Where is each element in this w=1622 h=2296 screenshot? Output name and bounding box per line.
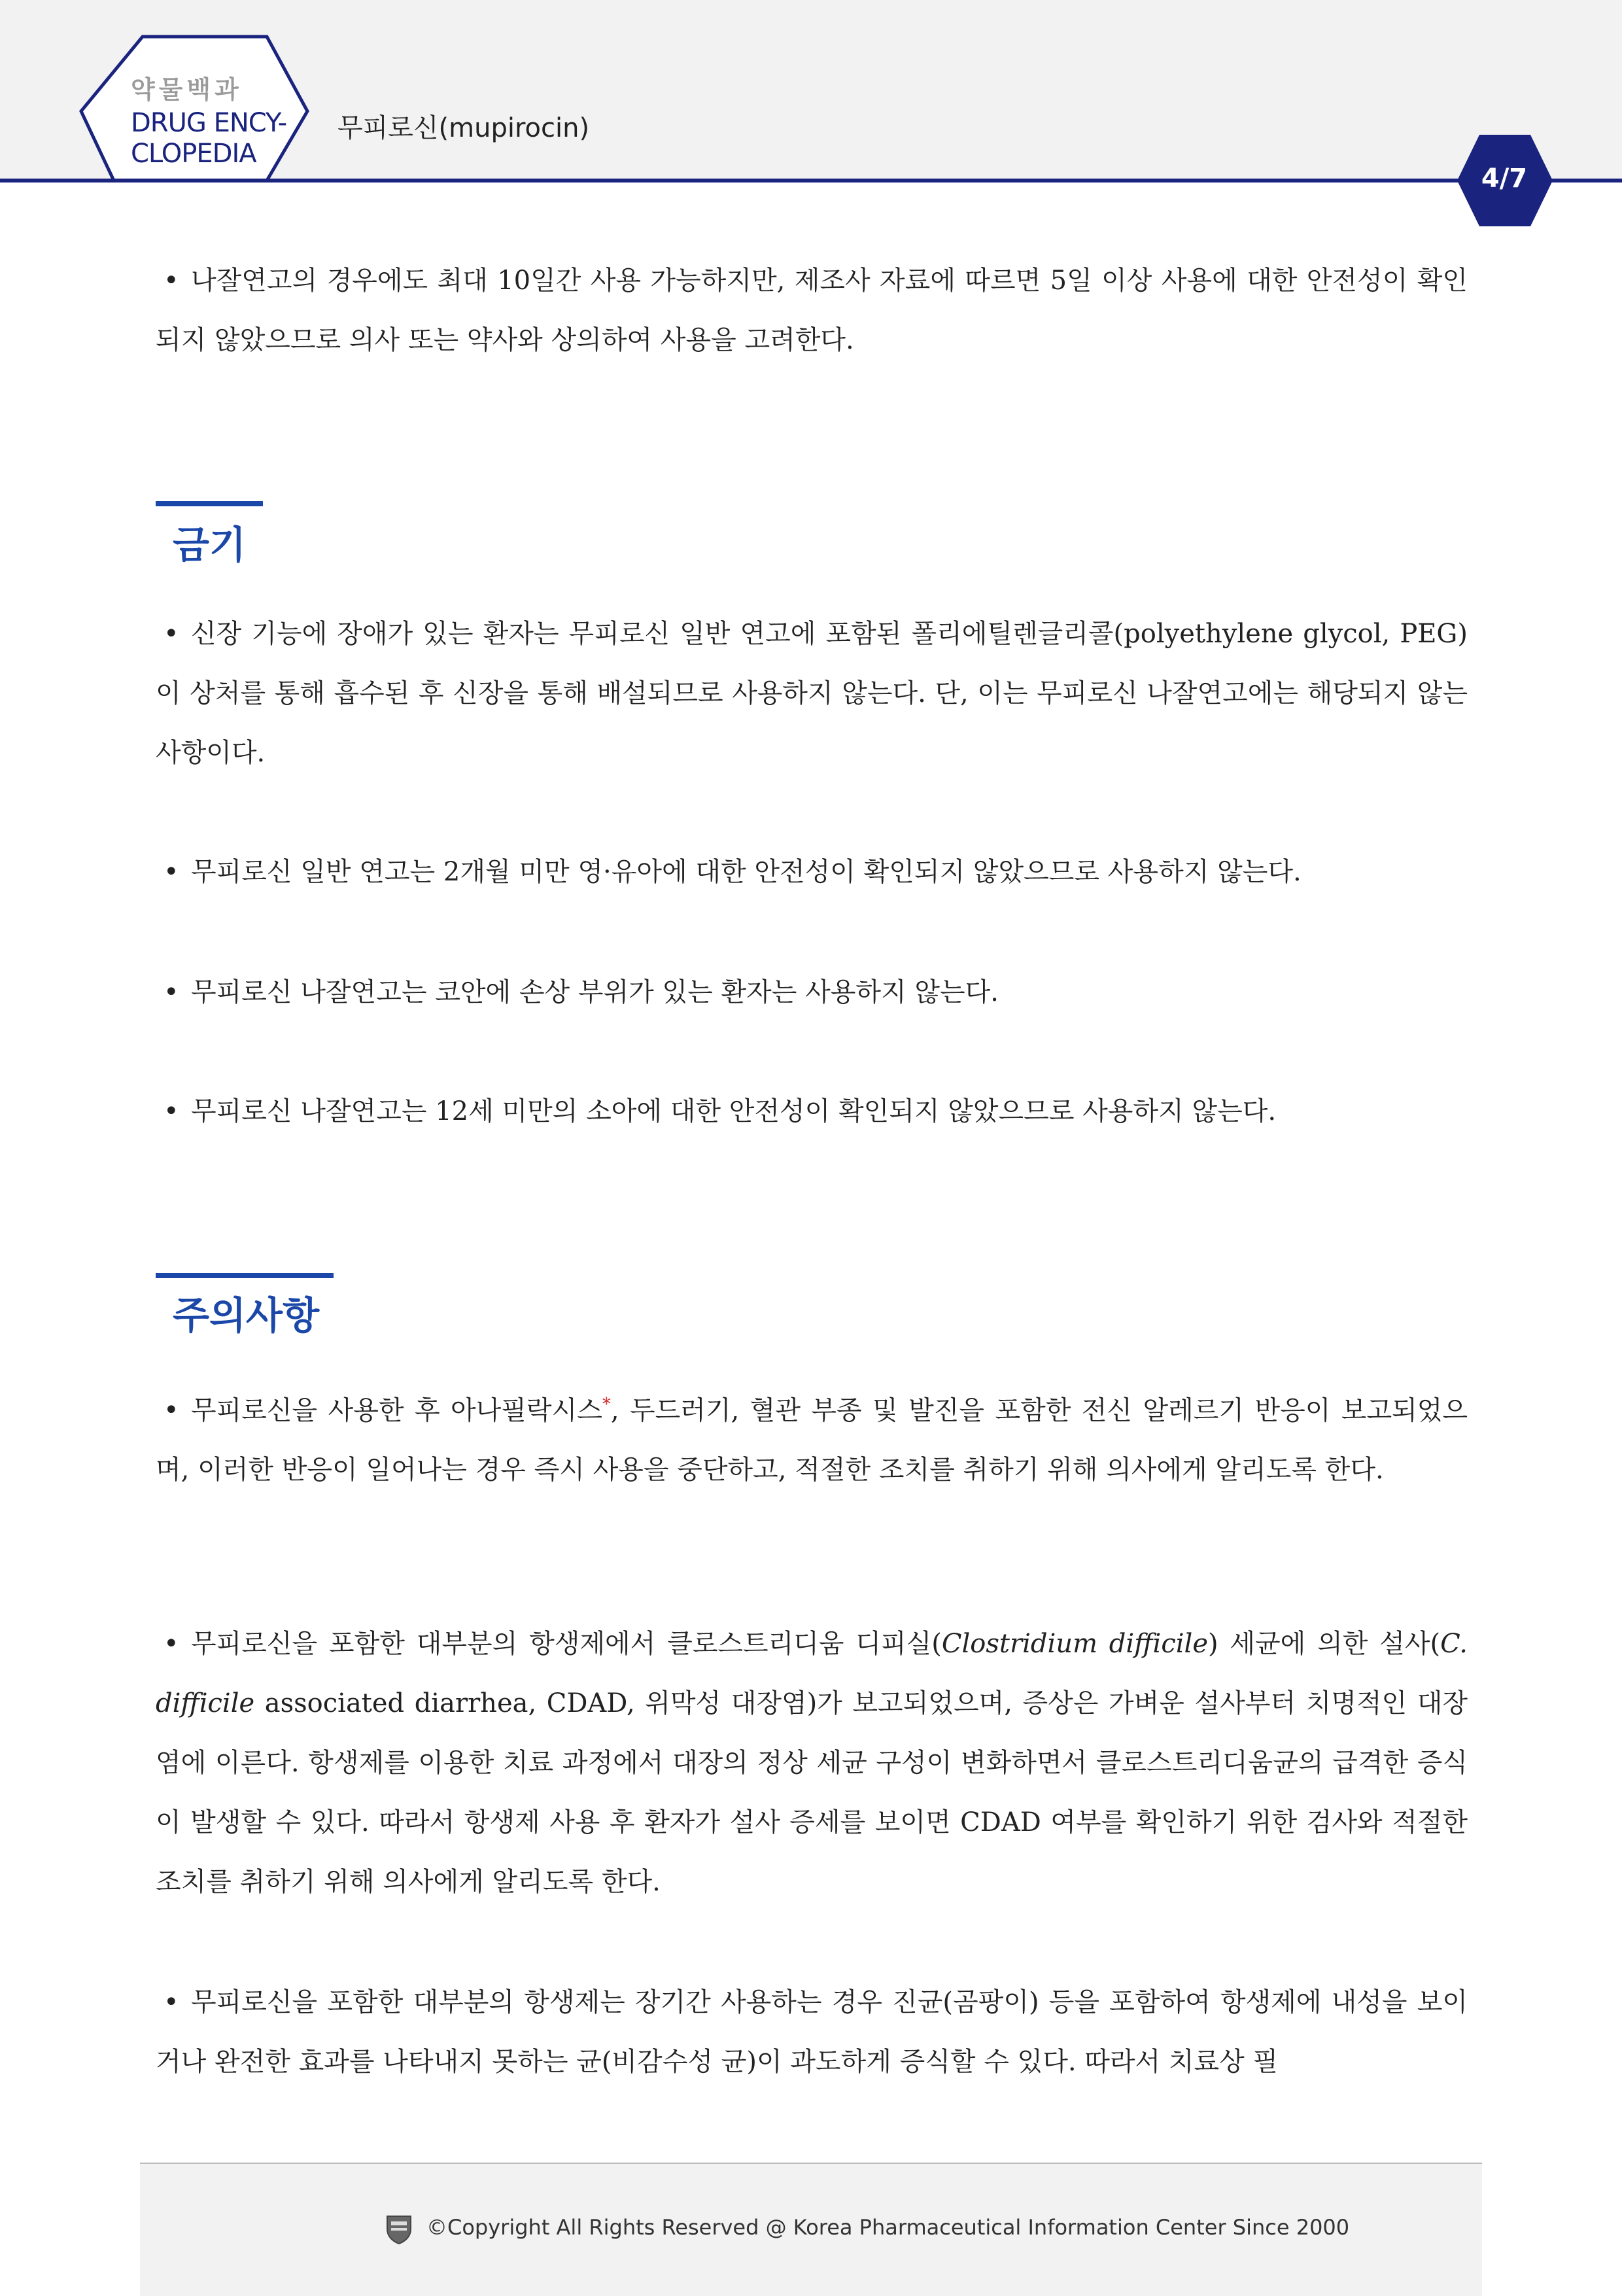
footnote-marker: * <box>602 1395 611 1414</box>
bullet-marker: • <box>164 977 179 1007</box>
logo-english-line1: DRUG ENCY- <box>131 108 287 138</box>
precaution-item <box>156 1375 1468 1500</box>
latin-name: Clostridium difficile <box>941 1629 1208 1659</box>
contraindication-item <box>156 1082 1468 1141</box>
latin-name: C. difficile <box>156 1629 1468 1718</box>
intro-paragraph <box>156 251 1468 370</box>
contraindication-text: 신장 기능에 장애가 있는 환자는 무피로신 일반 연고에 포함된 폴리에틸렌글리콜(polyethylene glycol, PEG)이 상처를 통해 흡수된 후 신장을 통해 배설되므로 사용하지 않는다. 단, 이는 무피로신 나잘연고에는 해당되지 않는 사항이다. <box>156 619 1468 768</box>
document-title: 무피로신(mupirocin) <box>337 113 590 143</box>
bullet-marker: • <box>164 1096 179 1126</box>
bullet-marker: • <box>164 266 179 296</box>
contraindication-item <box>156 963 1468 1022</box>
section-accent-bar <box>156 1273 334 1278</box>
precaution-text: 무피로신을 포함한 대부분의 항생제에서 클로스트리디움 디피실( <box>191 1629 942 1659</box>
page-number: 4/7 <box>1481 164 1528 194</box>
bullet-marker: • <box>164 619 179 649</box>
shield-icon <box>385 2214 413 2245</box>
page-header <box>0 0 1622 181</box>
contraindication-text: 무피로신 일반 연고는 2개월 미만 영·유아에 대한 안전성이 확인되지 않았으므로 사용하지 않는다. <box>191 857 1302 887</box>
logo-korean: 약물백과 <box>131 75 243 104</box>
contraindication-text: 무피로신 나잘연고는 12세 미만의 소아에 대한 안전성이 확인되지 않았으므로 사용하지 않는다. <box>191 1096 1277 1126</box>
precaution-text: 무피로신을 사용한 후 아나필락시스 <box>191 1395 602 1426</box>
precaution-item <box>156 1614 1468 1912</box>
precaution-text: , 두드러기, 혈관 부종 및 발진을 포함한 전신 알레르기 반응이 보고되었으며, 이러한 반응이 일어나는 경우 즉시 사용을 중단하고, 적절한 조치를 취하기 위해 의사에게 알리도록 한다. <box>156 1395 1468 1486</box>
precaution-item <box>156 1973 1468 2092</box>
section-accent-bar <box>156 501 263 506</box>
bullet-marker: • <box>164 1629 179 1659</box>
bullet-marker: • <box>164 1395 179 1426</box>
contraindication-item <box>156 604 1468 783</box>
section-title-contraindications: 금기 <box>173 523 247 567</box>
section-title-precautions: 주의사항 <box>173 1293 320 1338</box>
contraindication-item <box>156 843 1468 902</box>
copyright-text: ©Copyright All Rights Reserved @ Korea Pharmaceutical Information Center Since 2000 <box>426 2215 1350 2240</box>
bullet-marker: • <box>164 857 179 887</box>
precaution-text: ) 세균에 의한 설사( <box>1208 1629 1441 1659</box>
precaution-text: associated diarrhea, CDAD, 위막성 대장염)가 보고되었으며, 증상은 가벼운 설사부터 치명적인 대장염에 이른다. 항생제를 이용한 치료 과정에서 대장의 정상 세균 구성이 변화하면서 클로스트리디움균의 급격한 증식이 발생할 수 있다. 따라서 항생제 사용 후 환자가 설사 증세를 보이면 CDAD 여부를 확인하기 위한 검사와 적절한 조치를 취하기 위해 의사에게 알리도록 한다. <box>156 1688 1468 1897</box>
contraindication-text: 무피로신 나잘연고는 코안에 손상 부위가 있는 환자는 사용하지 않는다. <box>191 977 999 1007</box>
bullet-marker: • <box>164 1987 179 2017</box>
precaution-text: 무피로신을 포함한 대부분의 항생제는 장기간 사용하는 경우 진균(곰팡이) 등을 포함하여 항생제에 내성을 보이거나 완전한 효과를 나타내지 못하는 균(비감수성 균)이 과도하게 증식할 수 있다. 따라서 치료상 필 <box>156 1987 1468 2077</box>
logo-english-line2: CLOPEDIA <box>131 139 256 169</box>
intro-text: 나잘연고의 경우에도 최대 10일간 사용 가능하지만, 제조사 자료에 따르면 5일 이상 사용에 대한 안전성이 확인되지 않았으므로 의사 또는 약사와 상의하여 사용을 고려한다. <box>156 266 1468 355</box>
